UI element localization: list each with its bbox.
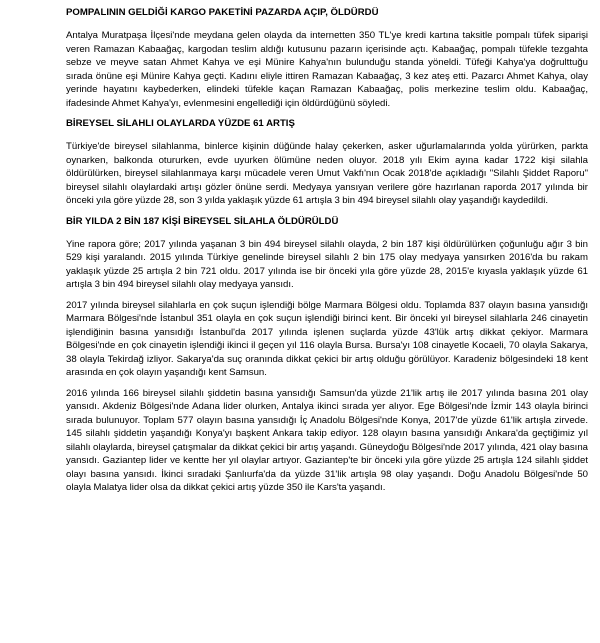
paragraph-marmara-bolgesi: 2017 yılında bireysel silahlarla en çok suçun işlendiği bölge Marmara Bölgesi oldu. Toplamda 837 olayın basına yansıdığı Marmara Bölgesi'nde İstanbul 351 olayla en çok suçun işlendiği birinci kent. Bir önceki yıl bireysel silahlarla 246 cinayetin işlendiğinin basına yansıdığı İstanbul'da 2017 yılında işlenen suçlarda yüzde 43'lük artış dikkat çekiyor. Marmara Bölgesi'nde en çok cinayetin işlendiği ikinci il geçen yıl 116 olayla Bursa. Bursa'yı 108 cinayetle Kocaeli, 70 olayla Sakarya, 38 olayla Tekirdağ izliyor. Sakarya'da suç oranında dikkat çekici bir artış olduğu görülüyor. Karadeniz bölgesindeki 18 kent arasında en çok olayın yaşandığı kent Samsun. <box>66 299 588 378</box>
paragraph-bolgesel-dagilim: 2016 yılında 166 bireysel silahlı şiddetin basına yansıdığı Samsun'da yüzde 21'lik artış ile 2017 yılında basına 201 olay yansıdı. Akdeniz Bölgesi'nde Adana lider olurken, Antalya ikinci sırada yer alıyor. Ege Bölgesi'nde İzmir 143 olayla birinci sırada bulunuyor. Toplam 577 olayın basına yansıdığı İç Anadolu Bölgesi'nde Konya, 2017'de yüzde 61'lik artışla zirvede. 145 silahlı şiddetin yaşandığı Konya'yı başkent Ankara takip ediyor. 128 olayın basına yansıdığı Ankara'da geçtiğimiz yıl silahlı olaylarda, bireysel çatışmalar da dikkat çekici bir artış yaşandı. Güneydoğu Bölgesi'nde 2017 yılında, 421 olay basına yansıdı. Gaziantep lider ve kentte her yıl olaylar artıyor. Gaziantep'te bir önceki yıla göre yüzde 25 artışla 124 silahlı şiddet olayı basına yansıdı. İkinci sıradaki Şanlıurfa'da da yüzde 31'lik artışla 98 olay yaşandı. Doğu Anadolu Bölgesi'nde 50 olayla Malatya lider olsa da dikkat çekici artış yüzde 350 ile Kars'ta yaşandı. <box>66 387 588 493</box>
section-heading-olum: BİR YILDA 2 BİN 187 KİŞİ BİREYSEL SİLAHLA ÖLDÜRÜLDÜ <box>66 215 339 227</box>
paragraph-kargo-olayi: Antalya Muratpaşa İlçesi'nde meydana gelen olayda da internetten 350 TL'ye kredi kartına taksitle pompalı tüfek siparişi veren Ramazan Kabaağaç, kargodan teslim aldığı kutusunu pazarın içerisinde açtı. Kabaağaç, pompalı tüfekle tezgahta sebze ve meyve satan Ahmet Kahya ve eşi Münire Kahya'nın bulunduğu standa yöneldi. Tüfeği Kahya'ya doğrulttuğu sırada önüne eşi Münire Kahya geçti. Kadını eliyle ittiren Ramazan Kabaağaç, 3 kez ateş etti. Pazarcı Ahmet Kahya, olay yerinde hayatını kaybederken, elindeki tüfekle kaçan Ramazan Kabaağaç, polis merkezine teslim oldu. Kabaağaç, ifadesinde Ahmet Kahya'yı, evlenmesini engellediği için öldürdüğünü söyledi. <box>66 30 588 109</box>
section-heading-artis: BİREYSEL SİLAHLI OLAYLARDA YÜZDE 61 ARTIŞ <box>66 118 295 129</box>
article-title: POMPALININ GELDİĞİ KARGO PAKETİNİ PAZARDA AÇIP, ÖLDÜRDÜ <box>66 7 379 18</box>
paragraph-rapor-verileri: Yine rapora göre; 2017 yılında yaşanan 3 bin 494 bireysel silahlı olayda, 2 bin 187 kişi öldürülürken çoğunluğu ağır 3 bin 529 kişi yaralandı. 2015 yılında Türkiye genelinde bireysel silahlı 2 bin 175 olay medyaya yansırken 2016'da bu rakam yaklaşık yüzde 25 artışla 2 bin 721 oldu. 2017 yılında ise bir önceki yıla göre yüzde 28, 2015'e kıyasla yaklaşık yüzde 61 artışla 3 bin 494 bireysel silahlı olay medyaya yansıdı. <box>66 238 588 290</box>
paragraph-bireysel-silahlanma: Türkiye'de bireysel silahlanma, binlerce kişinin düğünde halay çekerken, asker uğurlamalarında yolda yürürken, parkta oynarken, balkonda otururken, evde uyurken ölümüne neden oluyor. 2018 yılı Ekim ayına kadar 1722 kişi silahla öldürülürken, bireysel silahlanmaya karşı mücadele veren Umut Vakfı'nın Ocak 2018'de açıkladığı "Silahlı Şiddet Raporu" bireysel silahlı olaylardaki artışı gözler önüne serdi. Medyaya yansıyan verilere göre hazırlanan raporda 2017 yılında bir önceki yıla göre yüzde 28, son 3 yılda yaklaşık yüzde 61 artışla 3 bin 494 bireysel silahlı olay yaşandığı kaydedildi. <box>66 141 588 206</box>
